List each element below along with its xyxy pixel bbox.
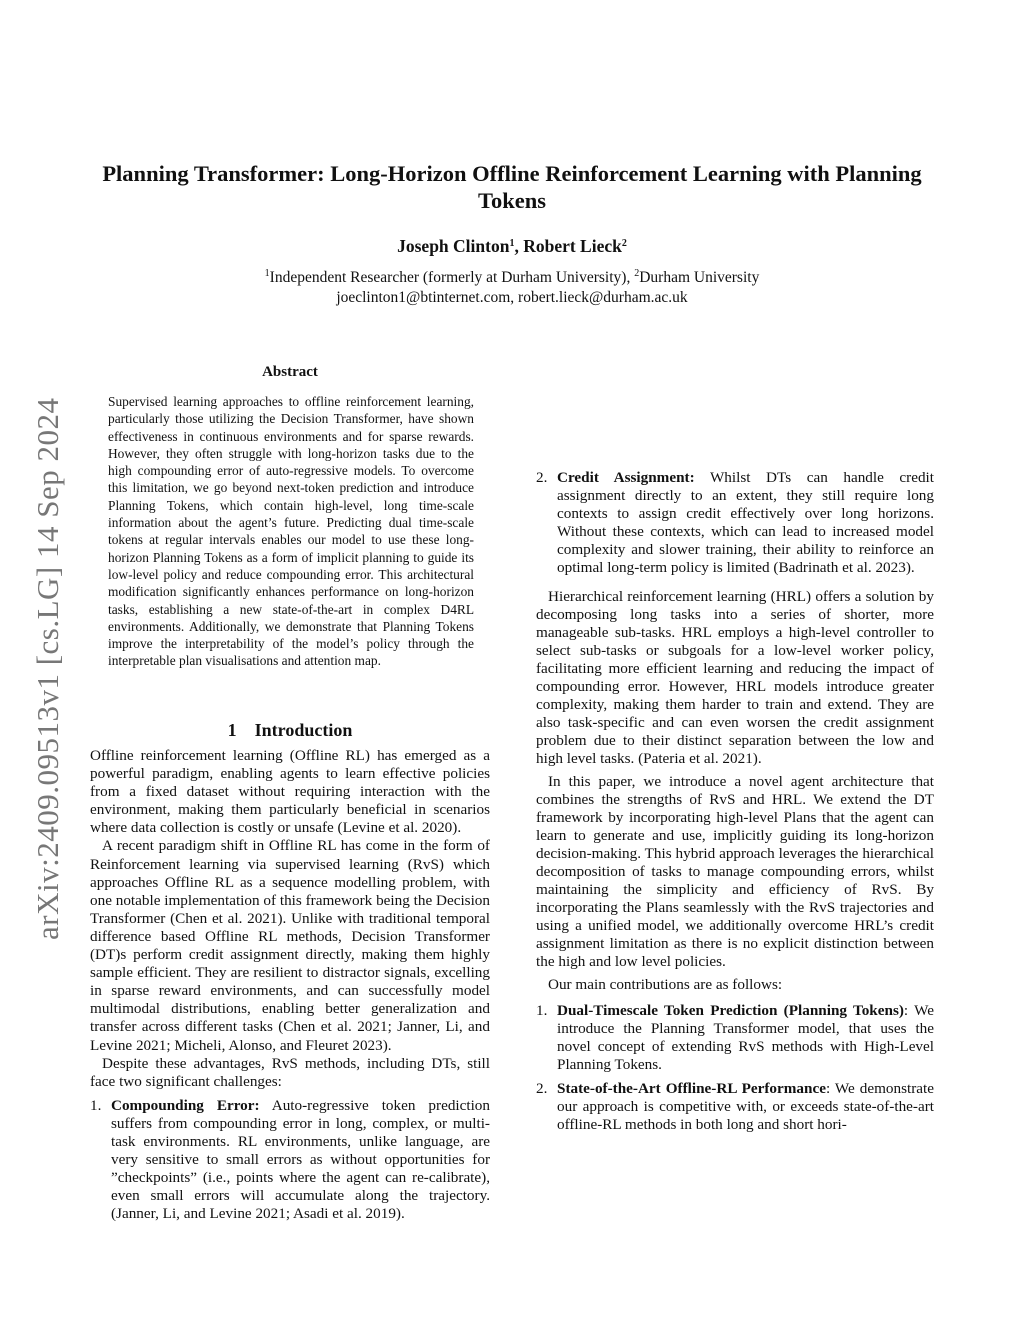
list-label: State-of-the-Art Offline-RL Performance bbox=[557, 1080, 826, 1097]
right-column bbox=[536, 365, 934, 1134]
affiliation-mark: 1 bbox=[509, 238, 515, 249]
list-number: 1. bbox=[536, 1001, 548, 1019]
list-item bbox=[90, 1097, 490, 1224]
list-text: : We introduce the Planning Transformer model, that uses the novel concept of extending RvS methods with High-Level Planning Tokens. bbox=[557, 1001, 935, 1073]
paragraph: Hierarchical reinforcement learning (HRL) offers a solution by decomposing long tasks into a series of shorter, more manageable sub-tasks. HRL employs a high-level controller to select sub-tasks or subgoals for a low-level worker policy, facilitating more efficient learning and reducing the impact of compounding error. However, HRL models introduce greater complexity, making them harder to train and extend. They are also task-specific and can even worsen the credit assignment problem due to their distinct separation between the low and high level tasks. (Pateria et al. 2021). bbox=[536, 587, 934, 768]
arxiv-id: arXiv:2409.09513v1 [cs.LG] 14 Sep 2024 bbox=[30, 397, 65, 940]
arxiv-stamp bbox=[26, 356, 70, 940]
list-number: 2. bbox=[536, 469, 548, 486]
paragraph: Our main contributions are as follows: bbox=[548, 975, 783, 993]
affiliation-mark: 2 bbox=[621, 238, 627, 249]
left-column bbox=[90, 747, 490, 1223]
author-name: Robert Lieck bbox=[523, 236, 622, 256]
paragraph: In this paper, we introduce a novel agent architecture that combines the strengths of RvS and HRL. We extend the DT framework by incorporating high-level Plans that the agent can learn to generate and use, implicitly guiding its long-horizon decision-making. This hybrid approach leverages the hierarchical decomposition of tasks to manage compounding errors, whilst maintaining the simplicity and efficiency of RvS. By incorporating the Plans seamlessly with the RvS trajectories and using a unified model, we additionally overcome HRL’s credit assignment limitation as there is no explicit distinction between the high and low level policies. bbox=[536, 772, 934, 971]
list-text: Auto-regressive token prediction suffers from compounding error in long, complex, or multi-task environments. RL environments, unlike language, are very sensitive to small errors as without opportunities for ”checkpoints” (i.e., points where the agent can re-calibrate), even small errors will accumulate along the trajectory. (Janner, Li, and Levine 2021; Asadi et al. 2019). bbox=[111, 1096, 490, 1223]
paragraph: A recent paradigm shift in Offline RL has come in the form of Reinforcement learning via supervised learning (RvS) which approaches Offline RL as a sequence modelling problem, with one notable implementation of this framework being the Decision Transformer (Chen et al. 2021). Unlike with traditional temporal difference based Offline RL methods, Decision Transformer (DT)s perform credit assignment directly, making them highly sample efficient. They are resilient to distractor signals, excelling in sparse reward environments, and can successfully model multimodal distributions, enabling better generalization and transfer across different tasks (Chen et al. 2021; Janner, Li, and Levine 2021; Micheli, Alonso, and Fleuret 2023). bbox=[90, 837, 490, 1054]
affiliation-mark: 2 bbox=[634, 268, 640, 279]
author-name: Joseph Clinton bbox=[397, 236, 510, 256]
list-label: Dual-Timescale Token Prediction (Planning Tokens) bbox=[557, 1001, 904, 1019]
paragraph: Offline reinforcement learning (Offline RL) has emerged as a powerful paradigm, enabling agents to learn effective policies from a fixed dataset without requiring interaction with the environment, making them particularly beneficial in scenarios where data collection is costly or unsafe (Levine et al. 2020). bbox=[90, 747, 490, 837]
affiliation-mark: 1 bbox=[264, 268, 270, 279]
section-number: 1 bbox=[227, 720, 237, 740]
list-number: 2. bbox=[536, 1080, 548, 1097]
section-heading bbox=[90, 720, 490, 741]
list-label: Compounding Error: bbox=[111, 1096, 260, 1114]
author-list bbox=[100, 236, 924, 257]
list-text: Whilst DTs can handle credit assignment directly to an extent, they still require long contexts to assign credit effectively over long horizons. Without these contexts, which can lead to increased model complexity and slower training, their ability to reinforce an optimal long-term policy is limited (Badrinath et al. 2023). bbox=[557, 469, 934, 577]
abstract-body: Supervised learning approaches to offline reinforcement learning, particularly those utilizing the Decision Transformer, have shown effectiveness in continuous environments and for sparse rewards. However, they often struggle with long-horizon tasks due to the high compounding error of auto-regressive models. To overcome this limitation, we go beyond next-token prediction and introduce Planning Tokens, which contain high-level, long time-scale information about the agent’s future. Predicting dual time-scale tokens at regular intervals enables our model to use these long-horizon Planning Tokens as a form of implicit planning to guide its low-level policy and reduce compounding error. This architectural modification significantly enhances performance on long-horizon tasks, establishing a new state-of-the-art in complex D4RL environments. Additionally, we demonstrate that Planning Tokens improve the interpretability of the model’s policy through the interpretable plan visualisations and attention map. bbox=[108, 394, 474, 669]
paper-title: Planning Transformer: Long-Horizon Offline Reinforcement Learning with Planning Tokens bbox=[102, 161, 922, 213]
list-item bbox=[536, 1080, 934, 1134]
list-label: Credit Assignment: bbox=[557, 469, 695, 486]
list-item bbox=[536, 1002, 934, 1074]
author-emails: joeclinton1@btinternet.com, robert.lieck@durham.ac.uk bbox=[336, 289, 688, 306]
list-item bbox=[536, 469, 934, 578]
abstract-heading: Abstract bbox=[262, 364, 318, 380]
section-title: Introduction bbox=[254, 720, 353, 740]
paragraph: Despite these advantages, RvS methods, including DTs, still face two significant challenges: bbox=[90, 1054, 490, 1090]
affiliations bbox=[100, 268, 924, 308]
affiliation-line bbox=[100, 268, 924, 288]
list-number: 1. bbox=[90, 1096, 102, 1114]
affiliation-text: Durham University bbox=[639, 269, 760, 286]
affiliation-text: Independent Researcher (formerly at Durham University), bbox=[269, 269, 635, 286]
author-separator: , bbox=[514, 236, 524, 256]
list-text: : We demonstrate our approach is competitive with, or exceeds state-of-the-art offline-RL methods in both long and short hori- bbox=[557, 1080, 934, 1134]
